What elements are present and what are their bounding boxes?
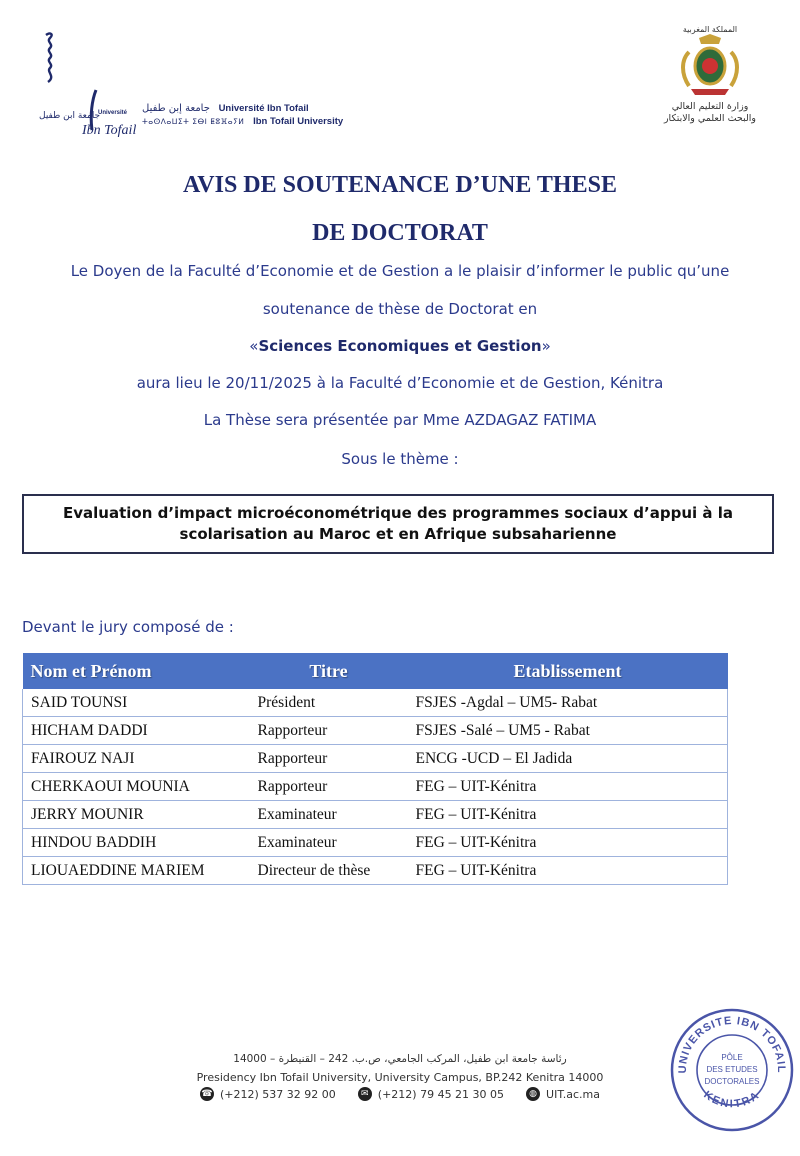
jury-member-title: Examinateur: [250, 829, 408, 857]
fax-number: (+212) 79 45 21 30 05: [377, 1087, 505, 1101]
jury-member-title: Rapporteur: [250, 773, 408, 801]
date-line: aura lieu le 20/11/2025 à la Faculté d’Economie et de Gestion, Kénitra: [136, 374, 664, 392]
intro-line2: soutenance de thèse de Doctorat en: [262, 300, 538, 318]
footer-phone: [200, 1087, 336, 1101]
footer-address-en: Presidency Ibn Tofail University, University Campus, BP.242 Kenitra 14000: [196, 1071, 604, 1084]
intro-line1: Le Doyen de la Faculté d’Economie et de Gestion a le plaisir d’informer le public qu’une: [70, 262, 730, 280]
jury-member-title: Rapporteur: [250, 717, 408, 745]
header-title: Titre: [250, 653, 408, 689]
doctoral-studies-stamp: [668, 1006, 796, 1134]
jury-member-institution: ENCG -UCD – El Jadida: [408, 745, 728, 773]
jury-table-header: [23, 653, 728, 689]
svg-text:KENITRA: [701, 1089, 762, 1110]
jury-label: Devant le jury composé de :: [22, 618, 234, 636]
jury-member-institution: FSJES -Salé – UM5 - Rabat: [408, 717, 728, 745]
thesis-theme-box: [22, 494, 774, 554]
footer-website[interactable]: [526, 1087, 600, 1101]
page-title-line2: DE DOCTORAT: [312, 220, 488, 246]
jury-member-name: JERRY MOUNIR: [23, 801, 250, 829]
jury-member-name: HINDOU BADDIH: [23, 829, 250, 857]
table-row: [23, 857, 728, 885]
footer-fax: [358, 1087, 504, 1101]
discipline-line: [0, 337, 800, 355]
stamp-line2: DES ETUDES: [706, 1065, 758, 1074]
table-row: [23, 745, 728, 773]
globe-icon: ◍: [526, 1087, 540, 1101]
header-institution: Etablissement: [408, 653, 728, 689]
jury-member-name: CHERKAOUI MOUNIA: [23, 773, 250, 801]
thesis-theme: Evaluation d’impact microéconométrique des programmes sociaux d’appui à la scolarisation au Maroc et en Afrique subsaharienne: [63, 504, 733, 543]
jury-member-name: FAIROUZ NAJI: [23, 745, 250, 773]
jury-member-title: Examinateur: [250, 801, 408, 829]
university-name-tifinagh: ⵜⴰⵙⴷⴰⵡⵉⵜ ⵉⴱⵏ ⵟⵓⴼⴰⵢⵍ: [142, 117, 245, 126]
logo-mark-word: Université: [98, 110, 128, 116]
ministry-logo: [650, 25, 770, 145]
coat-of-arms-icon: [675, 34, 745, 96]
website-link[interactable]: UIT.ac.ma: [546, 1087, 600, 1101]
logo-arabic-small: جامعة ابن طفيل: [39, 111, 101, 121]
phone-icon: ☎: [201, 1089, 213, 1099]
stamp-line1: PÔLE: [721, 1053, 743, 1062]
header-name: Nom et Prénom: [23, 653, 250, 689]
stamp-ring-bottom: KENITRA: [701, 1088, 763, 1111]
university-name-fr: Université Ibn Tofail: [218, 103, 309, 114]
university-name-ar: جامعة إبن طفيل: [142, 103, 210, 114]
theme-intro: Sous le thème :: [341, 450, 459, 468]
jury-member-title: Président: [250, 689, 408, 717]
ministry-line1: وزارة التعليم العالي: [671, 101, 749, 112]
table-row: [23, 801, 728, 829]
jury-member-title: Rapporteur: [250, 745, 408, 773]
footer-address-ar: رئاسة جامعة ابن طفيل، المركب الجامعي، ص.ب. 242 – القنيطرة – 14000: [233, 1053, 567, 1065]
jury-member-institution: FEG – UIT-Kénitra: [408, 829, 728, 857]
discipline-open-quote: «: [249, 337, 259, 355]
stamp-line3: DOCTORALES: [704, 1077, 760, 1086]
ministry-line2: والبحث العلمي والابتكار: [663, 113, 757, 124]
jury-table: [22, 653, 728, 885]
table-row: [23, 689, 728, 717]
jury-member-name: HICHAM DADDI: [23, 717, 250, 745]
stamp-ring-top: UNIVERSITE IBN TOFAIL: [676, 1014, 788, 1074]
table-row: [23, 829, 728, 857]
phone-number: (+212) 537 32 92 00: [220, 1087, 336, 1101]
table-row: [23, 717, 728, 745]
logo-mark-script: Ibn Tofail: [82, 123, 136, 138]
presenter-line: La Thèse sera présentée par Mme AZDAGAZ FATIMA: [203, 411, 597, 429]
kingdom-name: المملكة المغربية: [682, 25, 738, 34]
discipline-close-quote: »: [541, 337, 551, 355]
page-title-line1: AVIS DE SOUTENANCE D’UNE THESE: [183, 172, 617, 198]
discipline: Sciences Economiques et Gestion: [258, 337, 542, 355]
jury-member-institution: FEG – UIT-Kénitra: [408, 773, 728, 801]
university-mark-icon: [36, 30, 136, 145]
fax-icon: ✉: [358, 1087, 372, 1101]
jury-member-title: Directeur de thèse: [250, 857, 408, 885]
jury-member-institution: FEG – UIT-Kénitra: [408, 857, 728, 885]
university-logo: [36, 30, 344, 145]
university-names: [142, 102, 344, 142]
jury-member-institution: FEG – UIT-Kénitra: [408, 801, 728, 829]
jury-member-name: LIOUAEDDINE MARIEM: [23, 857, 250, 885]
jury-member-institution: FSJES -Agdal – UM5- Rabat: [408, 689, 728, 717]
university-name-en: Ibn Tofail University: [253, 116, 344, 127]
jury-member-name: SAID TOUNSI: [23, 689, 250, 717]
table-row: [23, 773, 728, 801]
